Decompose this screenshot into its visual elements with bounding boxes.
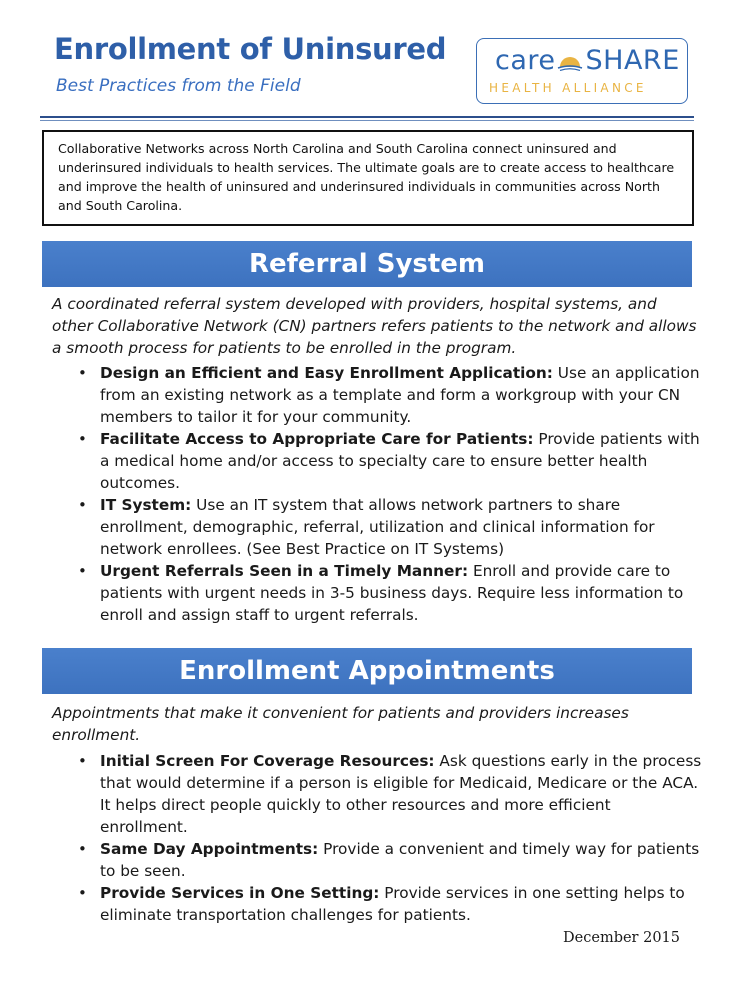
referral-list bbox=[74, 362, 702, 626]
logo-word-share: SHARE bbox=[585, 45, 680, 76]
header-rule bbox=[40, 116, 694, 118]
list-item bbox=[74, 362, 702, 428]
careshare-logo bbox=[476, 38, 688, 104]
list-item-title: Facilitate Access to Appropriate Care for Patients: bbox=[100, 430, 534, 448]
list-item-title: Provide Services in One Setting: bbox=[100, 884, 380, 902]
list-item-text: Enroll and provide care to patients with urgent needs in 3-5 business days. Require less information to enroll and assign staff to urgent referrals. bbox=[100, 562, 684, 624]
list-item bbox=[74, 882, 702, 926]
list-item bbox=[74, 494, 702, 560]
list-item-text: Provide services in one setting helps to eliminate transportation challenges for patients. bbox=[100, 884, 685, 924]
list-item bbox=[74, 560, 702, 626]
enrollment-lead: Appointments that make it convenient for patients and providers increases enrollment. bbox=[52, 704, 629, 744]
list-item-text: Use an application from an existing network as a template and form a workgroup with your CN members to tailor it for your community. bbox=[100, 364, 700, 426]
section-banner-enrollment bbox=[42, 648, 692, 694]
section-heading-referral: Referral System bbox=[248, 249, 486, 279]
header-rule-thin bbox=[40, 120, 694, 121]
section-heading-enrollment: Enrollment Appointments bbox=[179, 656, 555, 686]
list-item-title: Design an Efficient and Easy Enrollment Application: bbox=[100, 364, 553, 382]
enrollment-list bbox=[74, 750, 702, 926]
logo-tagline: HEALTH ALLIANCE bbox=[489, 81, 647, 95]
list-item-title: Initial Screen For Coverage Resources: bbox=[100, 752, 435, 770]
list-item-title: Urgent Referrals Seen in a Timely Manner: bbox=[100, 562, 469, 580]
intro-text: Collaborative Networks across North Carolina and South Carolina connect uninsured and underinsured individuals to health services. The ultimate goals are to create access to healthcare and improve the health of uninsured and underinsured individuals in communities across North and South Carolina. bbox=[58, 141, 675, 213]
list-item-title: IT System: bbox=[100, 496, 192, 514]
document-subtitle: Best Practices from the Field bbox=[56, 76, 301, 96]
list-item-text: Provide patients with a medical home and/or access to specialty care to ensure better health outcomes. bbox=[100, 430, 700, 492]
list-item bbox=[74, 750, 702, 838]
list-item-title: Same Day Appointments: bbox=[100, 840, 319, 858]
footer-date: December 2015 bbox=[563, 930, 680, 946]
list-item-text: Provide a convenient and timely way for patients to be seen. bbox=[100, 840, 700, 880]
referral-lead: A coordinated referral system developed with providers, hospital systems, and other Collaborative Network (CN) partners refers patients to the network and allows a smooth process for patients to be enrolled in the program. bbox=[52, 295, 697, 357]
intro-box bbox=[42, 130, 694, 226]
document-title: Enrollment of Uninsured bbox=[54, 32, 447, 66]
logo-wordmark bbox=[495, 45, 680, 76]
list-item-text: Ask questions early in the process that would determine if a person is eligible for Medicaid, Medicare or the ACA. It helps direct people quickly to other resources and more efficient enrollment. bbox=[100, 752, 702, 836]
logo-word-care: care bbox=[495, 45, 556, 76]
list-item-text: Use an IT system that allows network partners to share enrollment, demographic, referral, utilization and clinical information for network enrollees. (See Best Practice on IT Systems) bbox=[100, 496, 655, 558]
section-banner-referral bbox=[42, 241, 692, 287]
sun-icon bbox=[557, 53, 583, 71]
list-item bbox=[74, 838, 702, 882]
list-item bbox=[74, 428, 702, 494]
